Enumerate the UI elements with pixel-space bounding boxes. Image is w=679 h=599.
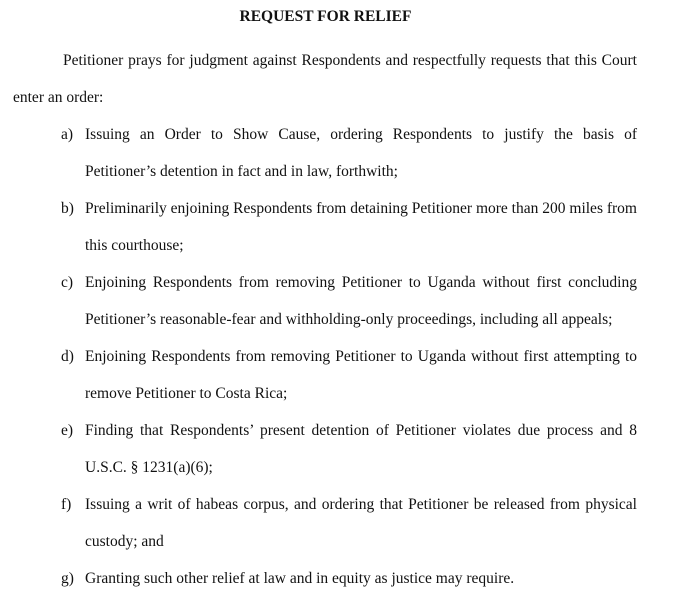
relief-item-text: Preliminarily enjoining Respondents from detaining Petitioner more than 200 miles from this courthouse; <box>85 200 637 254</box>
relief-item-g <box>0 560 637 597</box>
section-heading: REQUEST FOR RELIEF <box>239 8 412 25</box>
list-marker: f) <box>61 496 72 513</box>
relief-item-text: Issuing an Order to Show Cause, ordering Respondents to justify the basis of Petitioner’s detention in fact and in law, forthwith; <box>85 126 637 180</box>
relief-item-e <box>0 412 637 486</box>
list-marker: d) <box>61 348 74 365</box>
relief-item-text: Issuing a writ of habeas corpus, and ordering that Petitioner be released from physical custody; and <box>85 496 637 550</box>
relief-item-text: Finding that Respondents’ present detention of Petitioner violates due process and 8 U.S.C. § 1231(a)(6); <box>85 422 637 476</box>
list-marker: a) <box>61 126 74 143</box>
list-marker: g) <box>61 570 74 587</box>
relief-item-text: Enjoining Respondents from removing Petitioner to Uganda without first concluding Petitioner’s reasonable-fear and withholding-only proceedings, including all appeals; <box>85 274 637 328</box>
relief-item-b <box>0 190 637 264</box>
intro-paragraph: Petitioner prays for judgment against Respondents and respectfully requests that this Court enter an order: <box>13 52 637 106</box>
relief-item-text: Granting such other relief at law and in equity as justice may require. <box>85 570 515 587</box>
relief-item-f <box>0 486 637 560</box>
relief-list <box>0 116 679 597</box>
relief-item-d <box>0 338 637 412</box>
list-marker: e) <box>61 422 74 439</box>
relief-item-c <box>0 264 637 338</box>
relief-item-a <box>0 116 637 190</box>
list-marker: b) <box>61 200 74 217</box>
relief-item-text: Enjoining Respondents from removing Petitioner to Uganda without first attempting to remove Petitioner to Costa Rica; <box>85 348 637 402</box>
list-marker: c) <box>61 274 74 291</box>
